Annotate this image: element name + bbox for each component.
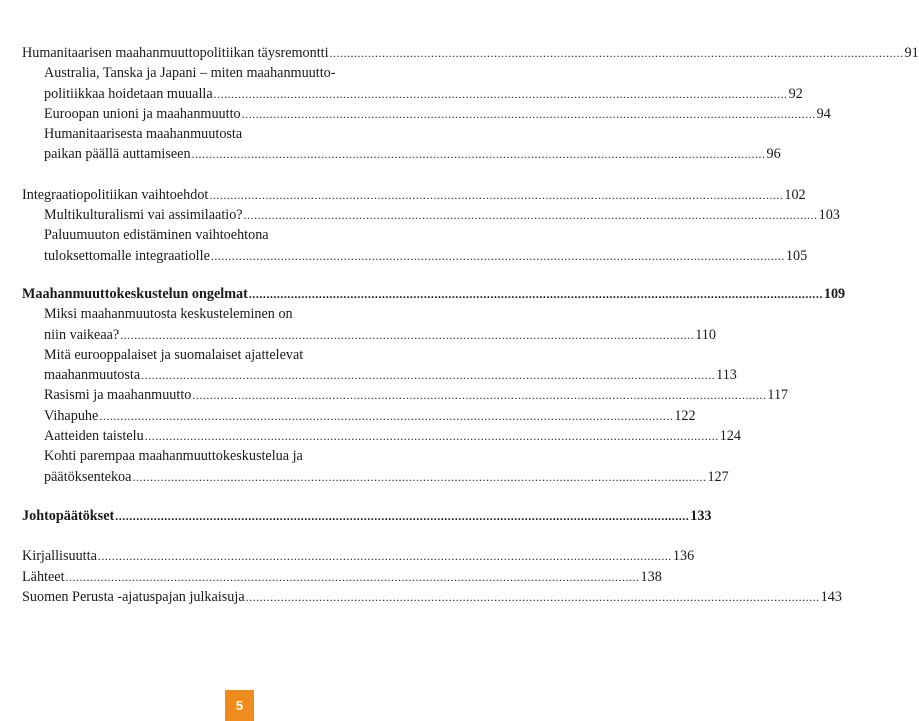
toc-entry-title-cont: päätöksentekoa [44, 468, 132, 485]
toc-page-number: 102 [784, 186, 806, 203]
toc-entry-title-cont: paikan päällä auttamiseen [44, 146, 191, 163]
toc-entry-sub[interactable] [22, 446, 729, 487]
dot-leader: .................................................................................................................................................................... [132, 469, 707, 484]
toc-entry-title: Humanitaarisesta maahanmuutosta [44, 126, 243, 143]
dot-leader: .................................................................................................................................................................... [192, 388, 767, 403]
toc-entry-sub[interactable] [22, 345, 737, 386]
toc-entry-sub[interactable] [22, 124, 781, 165]
toc-entry-sub[interactable] [22, 426, 741, 446]
toc-entry-title-cont: politiikkaa hoidetaan muualla [44, 85, 213, 102]
toc-page-number: 96 [766, 146, 781, 163]
toc-entry-title-cont: niin vaikeaa? [44, 326, 120, 343]
toc-entry-title: Kirjallisuutta [22, 548, 97, 565]
toc-entry-main[interactable] [22, 506, 712, 526]
dot-leader: .................................................................................................................................................................... [191, 147, 766, 162]
toc-entry-title: Kohti parempaa maahanmuuttokeskustelua ja [44, 448, 303, 465]
dot-leader: .................................................................................................................................................................... [99, 408, 674, 423]
toc-page-number: 124 [719, 428, 741, 445]
toc-entry-title: Lähteet [22, 568, 65, 585]
toc-page-number: 94 [816, 105, 831, 122]
toc-page-number: 113 [716, 367, 737, 384]
toc-page-number: 136 [672, 548, 695, 565]
toc-entry-title: Australia, Tanska ja Japani – miten maahanmuutto- [44, 65, 336, 82]
toc-page-number: 122 [674, 407, 696, 424]
toc-page-number: 127 [707, 468, 729, 485]
toc-entry-title: Maahanmuuttokeskustelun ongelmat [22, 285, 248, 302]
dot-leader: .................................................................................................................................................................... [141, 368, 716, 383]
toc-entry-sub[interactable] [22, 225, 808, 266]
toc-entry-title: Vihapuhe [44, 407, 99, 424]
dot-leader: .................................................................................................................................................................... [329, 46, 904, 60]
dot-leader: .................................................................................................................................................................... [248, 286, 823, 301]
dot-leader: .................................................................................................................................................................... [97, 549, 672, 564]
toc-entry-title: Rasismi ja maahanmuutto [44, 387, 192, 404]
toc-entry-sub[interactable] [22, 304, 716, 345]
toc-entry-title: Euroopan unioni ja maahanmuutto [44, 105, 241, 122]
toc-entry-main[interactable] [22, 546, 695, 566]
toc-entry-title: Humanitaarisen maahanmuuttopolitiikan täysremontti [22, 45, 329, 61]
toc-entry-title-cont: tuloksettomalle integraatiolle [44, 247, 210, 264]
table-of-contents [22, 43, 919, 607]
toc-entry-sub[interactable] [22, 63, 803, 104]
page-number-badge [225, 690, 254, 721]
dot-leader: .................................................................................................................................................................... [144, 429, 719, 444]
dot-leader: .................................................................................................................................................................... [241, 106, 816, 121]
toc-page-number: 105 [785, 247, 808, 264]
toc-page-number: 103 [818, 207, 840, 224]
toc-entry-main[interactable] [22, 284, 846, 304]
toc-page-number: 143 [820, 588, 842, 605]
toc-page-number: 138 [640, 568, 662, 585]
dot-leader: .................................................................................................................................................................... [115, 508, 690, 523]
toc-entry-title: Miksi maahanmuutosta keskusteleminen on [44, 306, 293, 323]
toc-page-number: 92 [788, 85, 803, 102]
toc-entry-title: Aatteiden taistelu [44, 428, 144, 445]
toc-page-number: 110 [695, 326, 716, 343]
dot-leader: .................................................................................................................................................................... [210, 248, 785, 263]
toc-page-number: 133 [690, 507, 712, 524]
toc-entry-title: Integraatiopolitiikan vaihtoehdot [22, 186, 209, 203]
toc-entry-main[interactable] [22, 567, 662, 587]
toc-entry-title: Paluumuuton edistäminen vaihtoehtona [44, 227, 269, 244]
page-number: 5 [235, 698, 244, 713]
toc-entry-sub[interactable] [22, 385, 789, 405]
dot-leader: .................................................................................................................................................................... [243, 208, 818, 223]
toc-entry-main[interactable] [22, 185, 806, 205]
toc-entry-title: Suomen Perusta -ajatuspajan julkaisuja [22, 588, 245, 605]
toc-entry-title-cont: maahanmuutosta [44, 367, 141, 384]
toc-entry-main[interactable] [22, 43, 919, 63]
toc-entry-sub[interactable] [22, 104, 831, 124]
toc-entry-main[interactable] [22, 587, 842, 607]
dot-leader: .................................................................................................................................................................... [209, 187, 784, 202]
dot-leader: .................................................................................................................................................................... [65, 569, 640, 584]
dot-leader: .................................................................................................................................................................... [245, 589, 820, 604]
dot-leader: .................................................................................................................................................................... [213, 86, 788, 101]
toc-entry-title: Multikulturalismi vai assimilaatio? [44, 207, 243, 224]
toc-page-number: 109 [823, 285, 846, 302]
toc-entry-title: Johtopäätökset [22, 507, 115, 524]
toc-page-number: 117 [767, 387, 789, 404]
dot-leader: .................................................................................................................................................................... [120, 327, 695, 342]
toc-entry-sub[interactable] [22, 406, 696, 426]
toc-entry-title: Mitä eurooppalaiset ja suomalaiset ajattelevat [44, 346, 304, 363]
toc-page-number: 91 [904, 45, 919, 61]
toc-entry-sub[interactable] [22, 205, 840, 225]
